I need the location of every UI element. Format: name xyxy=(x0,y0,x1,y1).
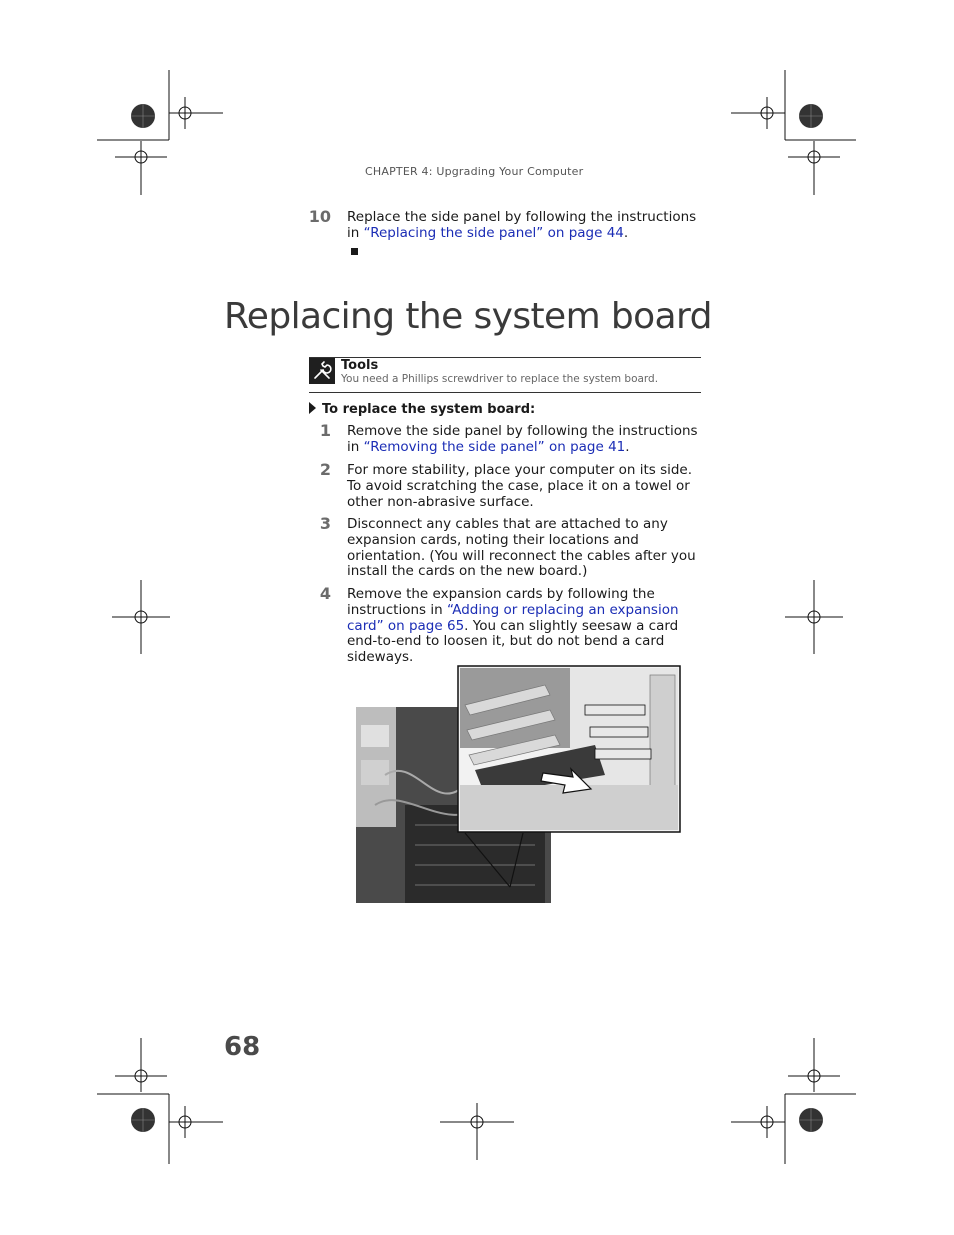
procedure-heading xyxy=(309,402,535,417)
step-text-body: Replace the side panel by following the instructions in xyxy=(347,209,697,241)
step-number: 3 xyxy=(319,514,331,533)
tools-callout xyxy=(309,357,701,393)
step-text: For more stability, place your computer on its side. To avoid scratching the case, place it on a towel or other non-abrasive surface. xyxy=(347,462,693,510)
wrench-screwdriver-icon xyxy=(309,358,335,384)
step-number: 4 xyxy=(319,584,331,603)
tools-text: You need a Phillips screwdriver to replace the system board. xyxy=(341,373,659,385)
step-text: Disconnect any cables that are attached to any expansion cards, noting their locations and orientation. (You will reconnect the cables after you install the cards on the new board.) xyxy=(347,516,696,580)
link-removing-side-panel[interactable]: “Removing the side panel” on page 41 xyxy=(363,438,626,455)
expansion-card-removal-photo xyxy=(355,665,683,905)
tools-label: Tools xyxy=(341,358,379,373)
link-adding-expansion-card[interactable]: “Adding or replacing an expansion card” on page 65 xyxy=(347,601,679,634)
step-text-tail: . xyxy=(625,438,630,455)
step-text-body: Remove the side panel by following the instructions in xyxy=(347,423,698,455)
step-number: 10 xyxy=(308,207,331,226)
step-text-body: Remove the expansion cards by following the instructions in xyxy=(347,586,655,618)
triangle-bullet-icon xyxy=(309,402,316,414)
step-text xyxy=(347,587,699,666)
step-text-tail: . You can slightly seesaw a card end-to-end to loosen it, but do not bend a card sideways. xyxy=(347,617,679,666)
page-title: Replacing the system board xyxy=(224,296,712,337)
step-text-tail: . xyxy=(623,224,629,241)
step-number: 2 xyxy=(319,460,331,479)
page-number: 68 xyxy=(224,1032,261,1062)
link-replacing-side-panel[interactable]: “Replacing the side panel” on page 44 xyxy=(363,224,624,241)
procedure-heading-text: To replace the system board: xyxy=(322,402,536,417)
step-number: 1 xyxy=(319,421,331,440)
step-text xyxy=(347,424,699,456)
end-marker xyxy=(351,248,358,255)
chapter-header: CHAPTER 4: Upgrading Your Computer xyxy=(365,165,584,178)
step-text xyxy=(347,210,699,242)
